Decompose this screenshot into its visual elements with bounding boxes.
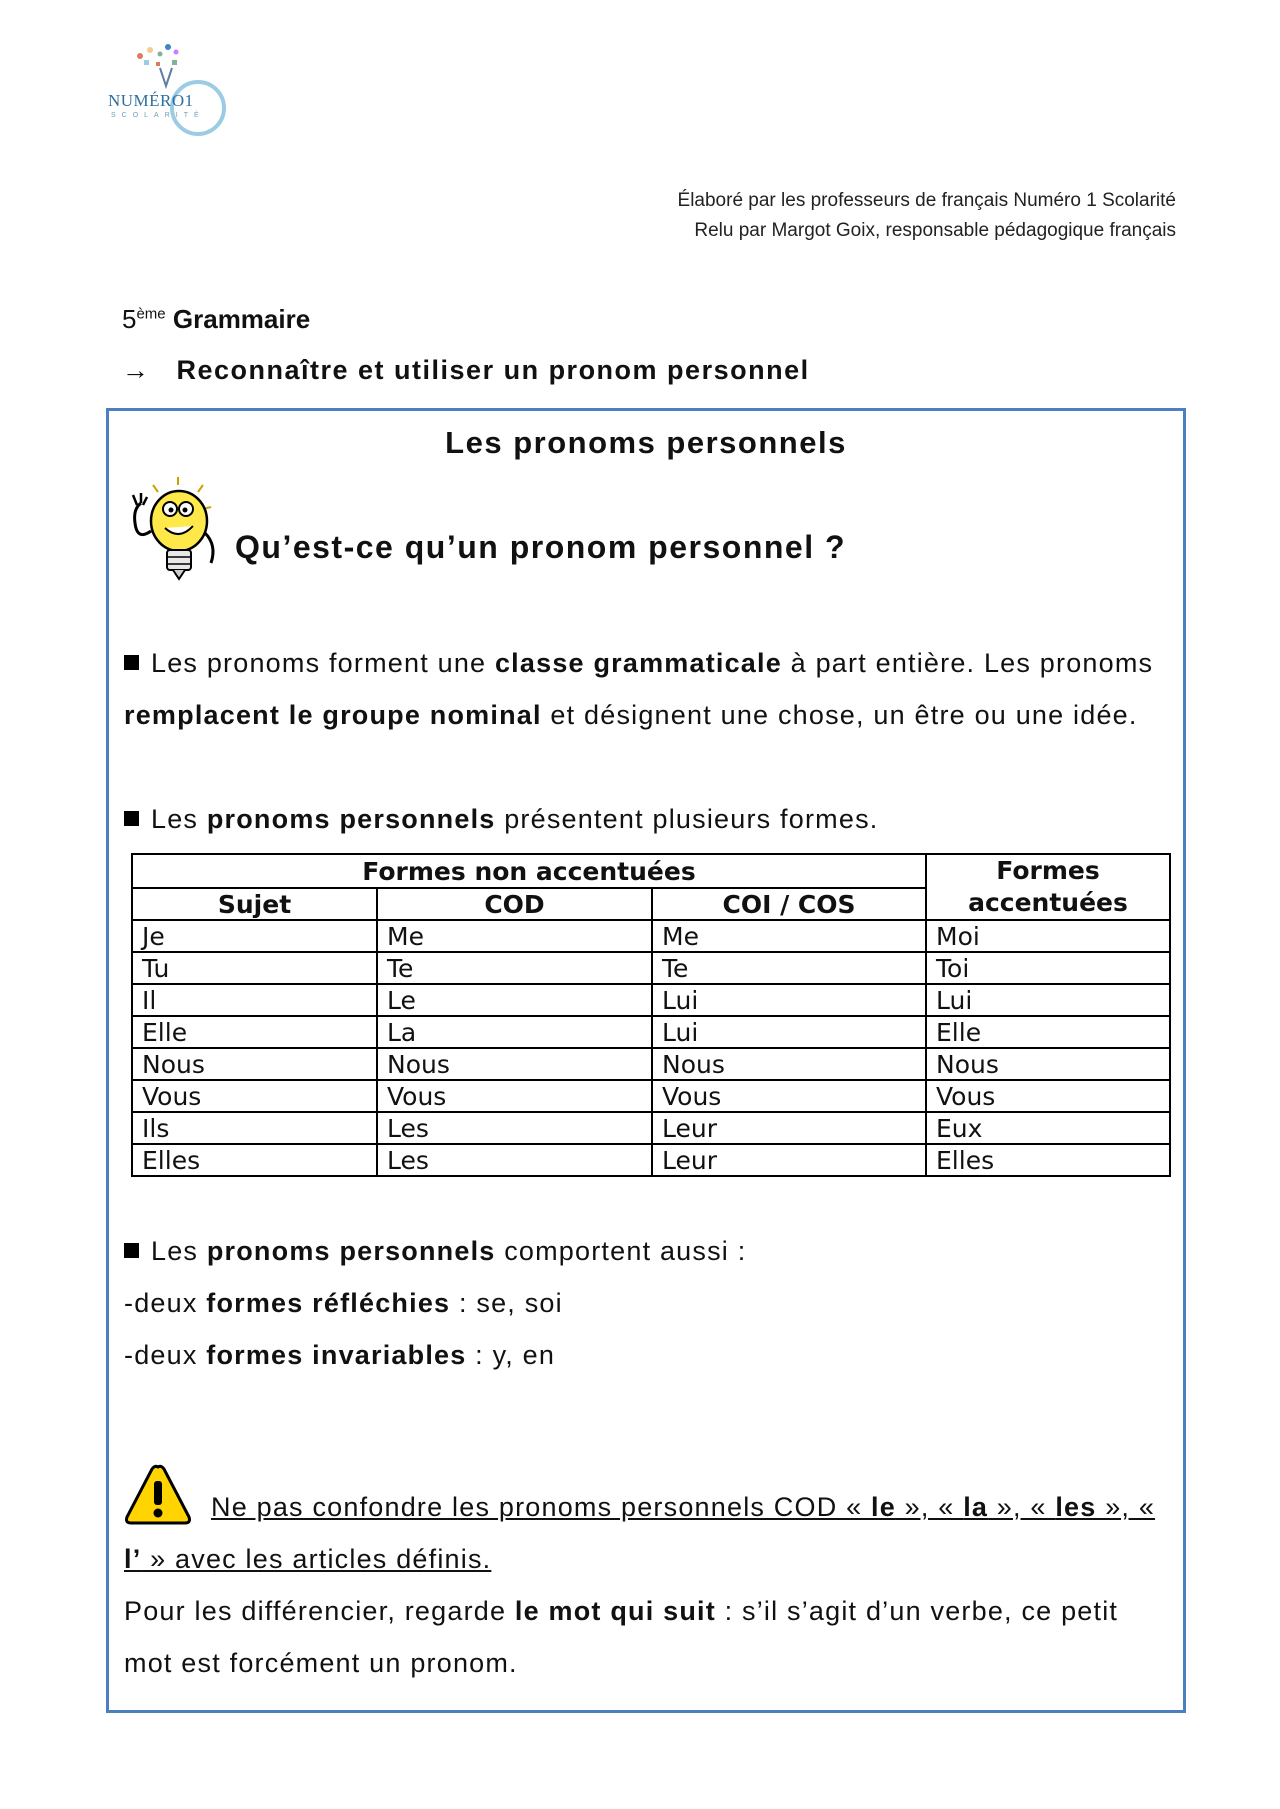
table-cell: Vous <box>652 1080 926 1112</box>
table-stressed-header: Formes accentuées <box>926 854 1170 920</box>
text-run: Ne pas confondre les pronoms personnels COD « <box>211 1492 872 1522</box>
section-question: Qu’est-ce qu’un pronom personnel ? <box>235 529 847 565</box>
table-cell: Lui <box>652 984 926 1016</box>
table-cell: Lui <box>652 1016 926 1048</box>
lesson-title: Les pronoms personnels <box>445 425 847 460</box>
invariable-forms-line <box>124 1329 1163 1381</box>
table-cell: Ils <box>132 1112 377 1144</box>
level-suffix: ème <box>136 305 166 323</box>
reflexive-forms-line <box>124 1277 1163 1329</box>
table-cell: Eux <box>926 1112 1170 1144</box>
warning-text <box>124 1492 1155 1574</box>
text-run: et désignent une chose, un être ou une idée. <box>541 700 1138 730</box>
table-col-header: COD <box>377 888 652 920</box>
bold-run: pronoms personnels <box>206 804 496 834</box>
objective-text: Reconnaître et utiliser un pronom personnel <box>176 355 810 385</box>
text-run: Les <box>151 804 207 834</box>
text-run: à part entière. Les pronoms <box>781 648 1154 678</box>
bullet-square-icon <box>124 811 139 826</box>
text-run: : se, soi <box>450 1288 563 1318</box>
table-cell: Vous <box>132 1080 377 1112</box>
text-run: », « <box>1096 1492 1156 1522</box>
text-run: présentent plusieurs formes. <box>495 804 879 834</box>
table-cell: Leur <box>652 1144 926 1176</box>
text-run: », « <box>988 1492 1056 1522</box>
bullet-square-icon <box>124 655 139 670</box>
arrow-icon: → <box>122 355 151 385</box>
table-cell: Vous <box>377 1080 652 1112</box>
text-run: », « <box>895 1492 964 1522</box>
credits <box>678 186 1176 246</box>
table-cell: Elle <box>926 1016 1170 1048</box>
bullet-square-icon <box>124 1243 139 1258</box>
table-cell: Nous <box>132 1048 377 1080</box>
table-row <box>132 920 1170 952</box>
pronoun-table <box>131 853 1171 1177</box>
lesson-objective <box>122 355 810 386</box>
table-cell: Nous <box>377 1048 652 1080</box>
paragraph-other-forms <box>124 1225 1163 1381</box>
table-row <box>132 1016 1170 1048</box>
table-cell: Je <box>132 920 377 952</box>
table-row <box>132 1080 1170 1112</box>
level-number: 5 <box>122 304 137 334</box>
table-cell: Me <box>652 920 926 952</box>
table-cell: Elle <box>132 1016 377 1048</box>
paragraph-forms <box>124 793 1163 845</box>
text-run: : y, en <box>466 1340 556 1370</box>
table-cell: Tu <box>132 952 377 984</box>
lesson-box <box>106 408 1186 1713</box>
bold-run: le mot qui suit <box>514 1596 716 1626</box>
bold-run: le <box>871 1492 896 1522</box>
table-row <box>132 1112 1170 1144</box>
logo-graphic <box>100 38 230 138</box>
table-cell: Moi <box>926 920 1170 952</box>
table-cell: La <box>377 1016 652 1048</box>
text-run: : s’il s’agit d’un verbe, ce petit mot est forcément un pronom. <box>124 1596 1119 1678</box>
table-cell: Toi <box>926 952 1170 984</box>
table-row <box>132 952 1170 984</box>
bold-run: les <box>1055 1492 1097 1522</box>
table-cell: Lui <box>926 984 1170 1016</box>
table-cell: Le <box>377 984 652 1016</box>
bold-run: remplacent le groupe nominal <box>124 700 542 730</box>
text-run: » avec les articles définis. <box>141 1544 492 1574</box>
logo-text: NUMÉRO1 <box>108 91 194 110</box>
table-cell: Elles <box>132 1144 377 1176</box>
table-row <box>132 984 1170 1016</box>
table-cell: Vous <box>926 1080 1170 1112</box>
text-run: comportent aussi : <box>495 1236 747 1266</box>
table-cell: Nous <box>926 1048 1170 1080</box>
text-run: -deux <box>124 1340 207 1370</box>
table-col-header: COI / COS <box>652 888 926 920</box>
subject-title: Grammaire <box>172 304 311 334</box>
tip-text <box>124 1585 1163 1689</box>
text-run: Pour les différencier, regarde <box>124 1596 515 1626</box>
table-col-header: Sujet <box>132 888 377 920</box>
table-cell: Les <box>377 1144 652 1176</box>
bold-run: la <box>963 1492 989 1522</box>
table-cell: Elles <box>926 1144 1170 1176</box>
table-group-header: Formes non accentuées <box>132 854 926 888</box>
bold-run: formes invariables <box>206 1340 467 1370</box>
table-row <box>132 1144 1170 1176</box>
paragraph-definition <box>124 637 1163 741</box>
bold-run: classe grammaticale <box>494 648 782 678</box>
credit-line-authors: Élaboré par les professeurs de français Numéro 1 Scolarité <box>677 190 1176 211</box>
table-cell: Leur <box>652 1112 926 1144</box>
table-cell: Me <box>377 920 652 952</box>
logo-subtext: SCOLARITÉ <box>111 112 205 119</box>
bold-run: l’ <box>124 1544 142 1574</box>
table-cell: Te <box>377 952 652 984</box>
credit-line-reviewer: Relu par Margot Goix, responsable pédagogique français <box>694 220 1176 241</box>
table-row <box>132 1048 1170 1080</box>
table-cell: Te <box>652 952 926 984</box>
text-run: -deux <box>124 1288 207 1318</box>
table-cell: Nous <box>652 1048 926 1080</box>
warning-note <box>124 1481 1163 1689</box>
table-cell: Les <box>377 1112 652 1144</box>
text-run: Les pronoms forment une <box>151 648 495 678</box>
lightbulb-icon <box>123 473 223 591</box>
course-level <box>122 304 310 335</box>
bold-run: formes réfléchies <box>206 1288 451 1318</box>
text-run: Les <box>151 1236 207 1266</box>
bold-run: pronoms personnels <box>206 1236 496 1266</box>
table-cell: Il <box>132 984 377 1016</box>
